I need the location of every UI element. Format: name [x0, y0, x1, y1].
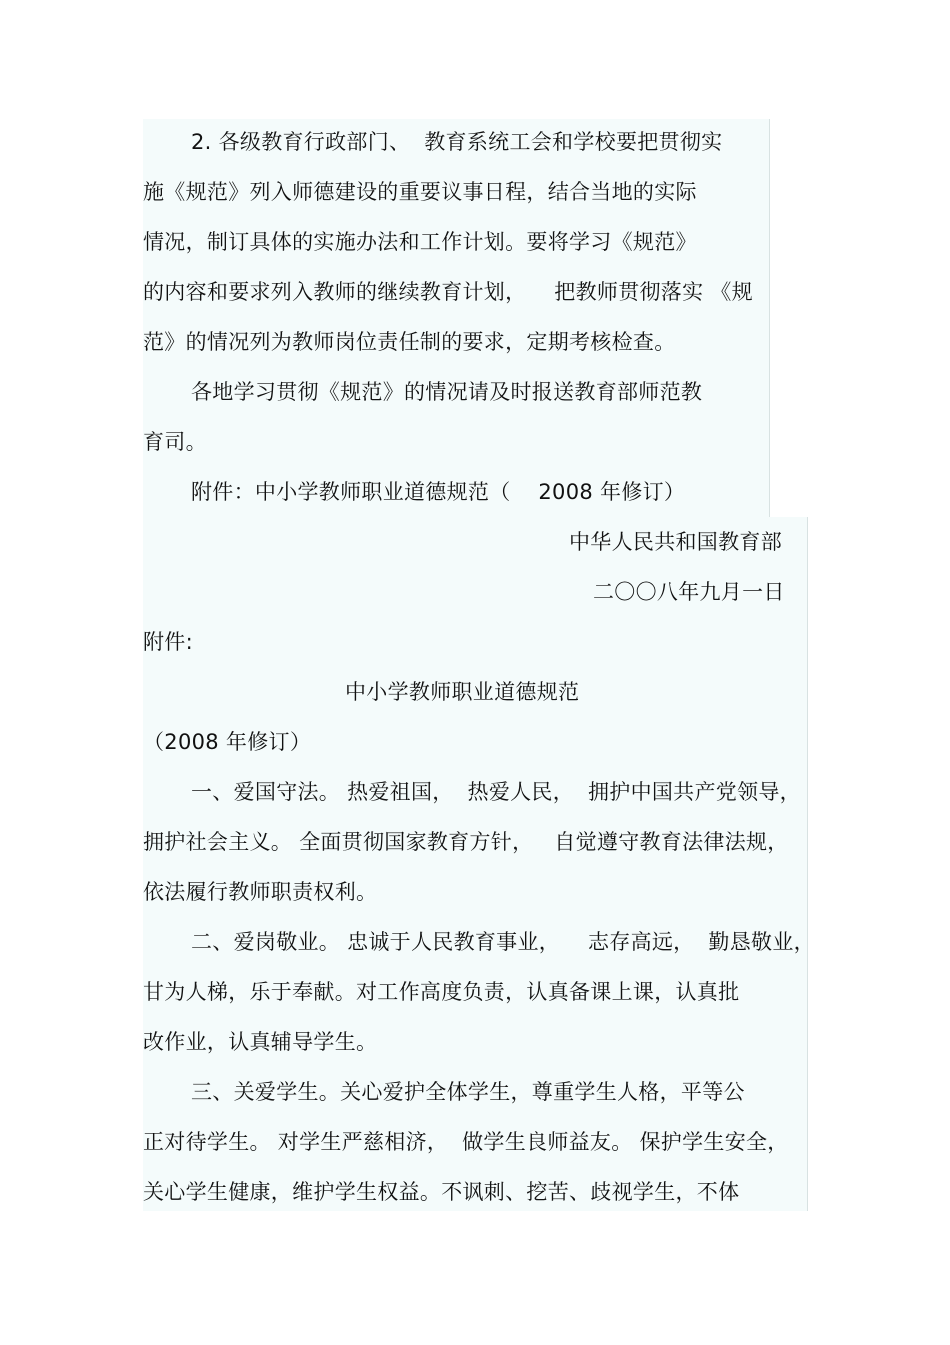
paragraph-2-line-3: 情况，制订具体的实施办法和工作计划。要将学习《规范》: [143, 230, 697, 254]
paragraph-2-line-4: 的内容和要求列入教师的继续教育计划， 把教师贯彻落实 《规: [143, 280, 753, 304]
attachment-label: 附件:: [143, 630, 193, 654]
article-1-line-1: 一、爱国守法。 热爱祖国， 热爱人民， 拥护中国共产党领导，: [191, 780, 801, 804]
attachment-note: 附件：中小学教师职业道德规范（ 2008 年修订）: [191, 480, 686, 504]
page-background-lower: [143, 517, 808, 1211]
article-3-line-3: 关心学生健康，维护学生权益。不讽刺、挖苦、歧视学生，不体: [143, 1180, 740, 1204]
article-2-line-2: 甘为人梯，乐于奉献。对工作高度负责，认真备课上课，认真批: [143, 980, 740, 1004]
article-3-line-1: 三、关爱学生。关心爱护全体学生，尊重学生人格，平等公: [191, 1080, 745, 1104]
attachment-title: 中小学教师职业道德规范: [345, 680, 580, 704]
article-2-line-3: 改作业，认真辅导学生。: [143, 1030, 378, 1054]
paragraph-2-line-1: 2. 各级教育行政部门、 教育系统工会和学校要把贯彻实: [191, 130, 723, 154]
article-2-line-1: 二、爱岗敬业。 忠诚于人民教育事业， 志存高远， 勤恳敬业，: [191, 930, 815, 954]
article-1-line-3: 依法履行教师职责权利。: [143, 880, 378, 904]
paragraph-2-line-2: 施《规范》列入师德建设的重要议事日程，结合当地的实际: [143, 180, 697, 204]
paragraph-2-line-5: 范》的情况列为教师岗位责任制的要求，定期考核检查。: [143, 330, 676, 354]
article-1-line-2: 拥护社会主义。 全面贯彻国家教育方针， 自觉遵守教育法律法规，: [143, 830, 789, 854]
report-paragraph-line-1: 各地学习贯彻《规范》的情况请及时报送教育部师范教: [191, 380, 703, 404]
issuer-name: 中华人民共和国教育部: [569, 530, 782, 554]
report-paragraph-line-2: 育司。: [143, 430, 207, 454]
article-3-line-2: 正对待学生。 对学生严慈相济， 做学生良师益友。 保护学生安全，: [143, 1130, 789, 1154]
attachment-subtitle: （2008 年修订）: [143, 730, 312, 754]
issue-date: 二〇〇八年九月一日: [593, 580, 785, 604]
